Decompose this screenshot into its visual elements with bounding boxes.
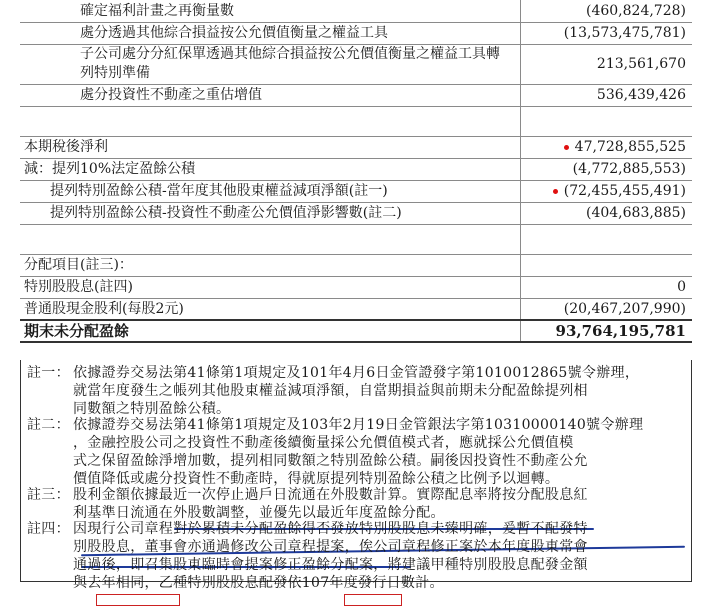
total-label: 期末未分配盈餘 xyxy=(20,320,520,342)
row-label: 確定福利計畫之再衡量數 xyxy=(20,0,520,22)
note-label: 註一： xyxy=(27,365,70,381)
row-label xyxy=(20,106,520,136)
row-label: 分配項目(註三)： xyxy=(20,254,520,276)
row-value xyxy=(520,84,692,106)
note-text xyxy=(73,486,683,522)
note-text xyxy=(73,520,683,592)
note-label: 註三： xyxy=(27,487,70,503)
table-row xyxy=(20,224,692,254)
row-value-text: 536,439,426 xyxy=(596,87,686,103)
note-line: 同數額之特別盈餘公積。 xyxy=(73,401,231,417)
row-value-text: (13,573,475,781) xyxy=(563,25,686,41)
note-line: 別股股息，董事會亦通過修改公司章程提案，俟公司章程修正案於本年度股東常會 xyxy=(73,539,588,555)
table-row xyxy=(20,84,692,106)
note-line: 依據證券交易法第41條第1項規定及101年4月6日金管證發字第1010012865號令辦理， xyxy=(73,365,640,381)
row-value-text: (4,772,885,553) xyxy=(572,161,686,177)
row-label: 處分透過其他綜合損益按公允價值衡量之權益工具 xyxy=(20,22,520,44)
note-line: 利基準日流通在外股數調整，並優先以最近年度盈餘分配。 xyxy=(73,505,445,521)
row-value-text: (460,824,728) xyxy=(586,2,686,19)
total-value: 93,764,195,781 xyxy=(520,320,692,342)
row-label: 本期稅後淨利 xyxy=(20,136,520,158)
seal-stamp-left xyxy=(96,594,180,606)
table-row xyxy=(20,136,692,158)
red-mark-icon xyxy=(553,189,558,194)
note-line: 與去年相同，乙種特別股股息配發依107年度發行日數計。 xyxy=(73,575,444,591)
row-value xyxy=(520,44,692,84)
total-row xyxy=(20,320,692,342)
note-line: 就當年度發生之帳列其他股東權益減項淨額，自當期損益與前期未分配盈餘提列相 xyxy=(73,383,588,399)
note-text xyxy=(73,364,683,418)
row-label: 減：提列10%法定盈餘公積 xyxy=(20,158,520,180)
row-value xyxy=(520,22,692,44)
distribution-table xyxy=(20,0,692,343)
row-label: 特別股股息(註四) xyxy=(20,276,520,298)
red-mark-icon xyxy=(564,145,569,150)
note-item xyxy=(27,364,683,418)
note-label: 註二： xyxy=(27,417,70,433)
table-row xyxy=(20,44,692,84)
row-value xyxy=(520,136,692,158)
note-line: 通過後，即召集股東臨時會提案修正盈餘分配案，將建議甲種特別股股息配發金額 xyxy=(73,557,588,573)
row-label: 處分投資性不動產之重估增值 xyxy=(20,84,520,106)
note-line: 股利金額依據最近一次停止過戶日流通在外股數計算。實際配息率將按分配股息紅 xyxy=(73,487,588,503)
table-row xyxy=(20,298,692,320)
row-value xyxy=(520,254,692,276)
note-line: 價值降低或處分投資性不動產時，得就原提列特別盈餘公積之比例予以迴轉。 xyxy=(73,471,560,487)
row-value-text: 0 xyxy=(677,279,686,295)
note-label: 註四： xyxy=(27,521,70,537)
row-label xyxy=(20,224,520,254)
note-item xyxy=(27,486,683,522)
row-value-text: (72,455,455,491) xyxy=(563,183,686,199)
table-row xyxy=(20,254,692,276)
row-value xyxy=(520,276,692,298)
notes-section xyxy=(20,360,692,591)
table-row xyxy=(20,276,692,298)
note-line: ，金融控股公司之投資性不動產後續衡量採公允價值模式者，應就採公允價值模 xyxy=(73,435,574,451)
note-line: 式之保留盈餘淨增加數，提列相同數額之特別盈餘公積。嗣後因投資性不動產公允 xyxy=(73,453,588,469)
row-value xyxy=(520,298,692,320)
seal-stamp-right xyxy=(344,594,402,606)
row-label: 提列特別盈餘公積-投資性不動產公允價值淨影響數(註二) xyxy=(20,202,520,224)
row-value xyxy=(520,202,692,224)
table-row xyxy=(20,106,692,136)
note-text xyxy=(73,416,683,488)
row-label: 普通股現金股利(每股2元) xyxy=(20,298,520,320)
table-row xyxy=(20,180,692,202)
row-value xyxy=(520,106,692,136)
row-value xyxy=(520,180,692,202)
note-line: 因現行公司章程對於累積未分配盈餘得否發放特別股股息未臻明確，爰暫不配發特 xyxy=(73,521,588,537)
row-value xyxy=(520,0,692,22)
table-row xyxy=(20,158,692,180)
row-label: 子公司處分分紅保單透過其他綜合損益按公允價值衡量之權益工具轉列特別準備 xyxy=(20,44,520,84)
note-item xyxy=(27,416,683,488)
note-line: 依據證券交易法第41條第1項規定及103年2月19日金管銀法字第10310000140號令辦理 xyxy=(73,417,644,433)
row-value xyxy=(520,224,692,254)
row-value xyxy=(520,158,692,180)
row-value-text: (20,467,207,990) xyxy=(563,300,686,317)
table-row xyxy=(20,22,692,44)
note-item xyxy=(27,520,683,592)
row-value-text: 47,728,855,525 xyxy=(574,139,686,155)
earnings-distribution-document xyxy=(20,0,692,343)
table-row xyxy=(20,0,692,22)
row-value-text: (404,683,885) xyxy=(586,205,686,221)
table-row xyxy=(20,202,692,224)
row-label: 提列特別盈餘公積-當年度其他股東權益減項淨額(註一) xyxy=(20,180,520,202)
row-value-text: 213,561,670 xyxy=(596,56,686,72)
